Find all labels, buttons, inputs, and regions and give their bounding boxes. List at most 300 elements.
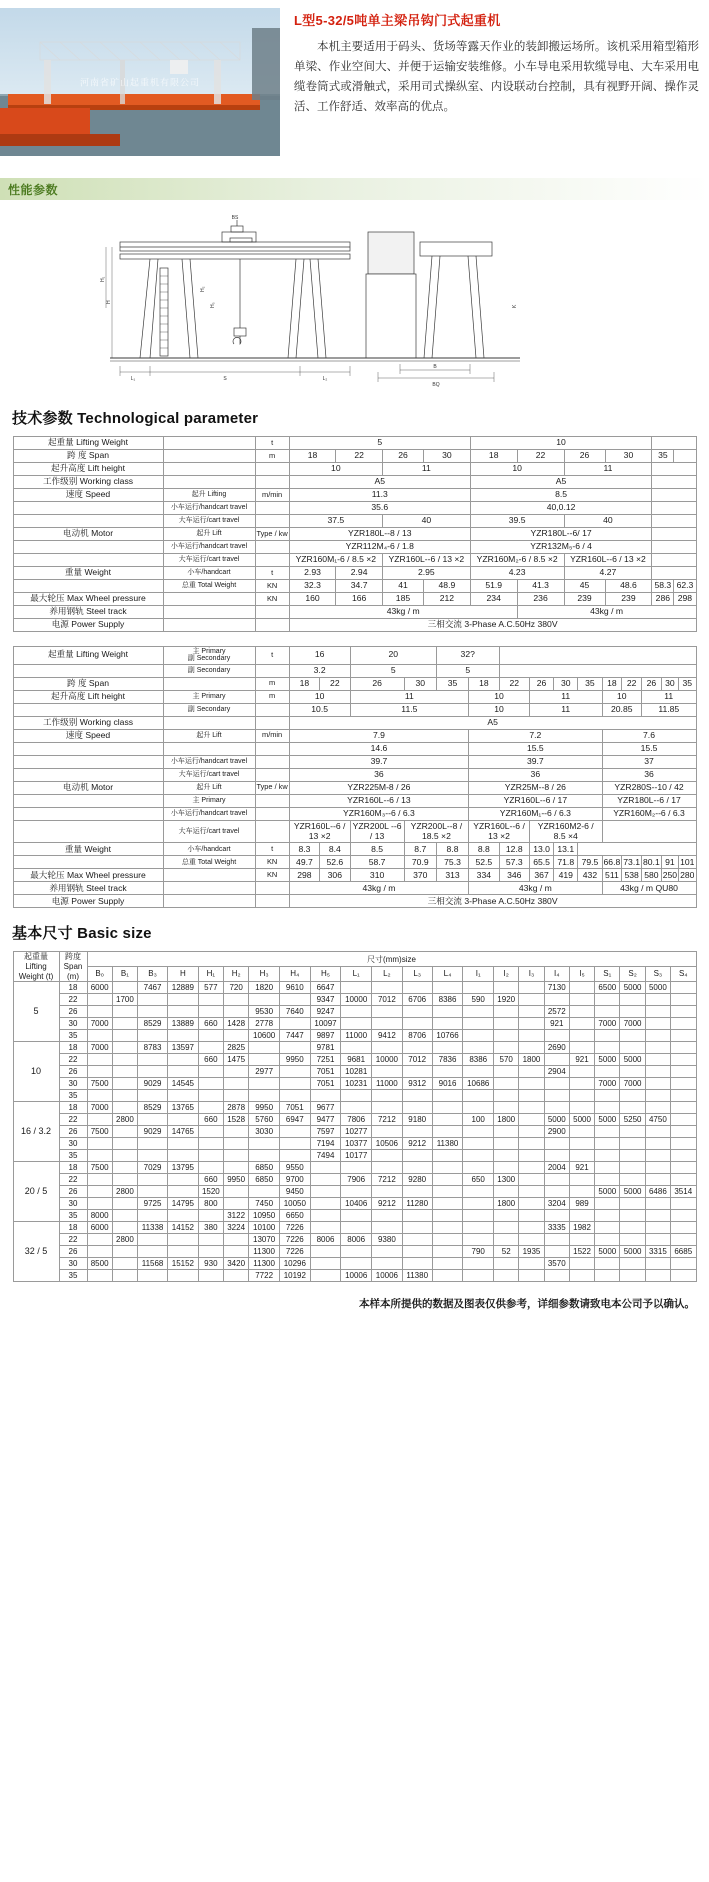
table-cell: 367 (529, 869, 553, 882)
table-cell (463, 1234, 494, 1246)
table-cell (432, 1174, 463, 1186)
table-cell (112, 1222, 137, 1234)
table-cell: 298 (674, 593, 696, 606)
table-cell: 49.7 (289, 856, 319, 869)
table-cell (645, 1126, 670, 1138)
col-header-I₄: I₄ (544, 967, 569, 982)
table-row (13, 869, 696, 882)
table-cell (645, 1210, 670, 1222)
table-cell (372, 1222, 403, 1234)
table-cell: 30 (661, 677, 678, 690)
row-unit: m/min (255, 489, 289, 502)
table-cell: YZR200L --6 / 13 (350, 820, 404, 843)
table-cell: 22 (499, 677, 529, 690)
table-cell: 5000 (595, 1054, 620, 1066)
table-cell: 239 (564, 593, 605, 606)
table-cell (341, 1102, 372, 1114)
table-cell: 166 (336, 593, 383, 606)
table-cell (645, 1030, 670, 1042)
table-row (13, 606, 696, 619)
table-cell (372, 982, 403, 994)
table-cell (168, 1006, 199, 1018)
table-row (13, 437, 696, 450)
table-row (13, 567, 696, 580)
row-unit: t (255, 843, 289, 856)
table-cell: 9725 (138, 1198, 168, 1210)
table-cell (569, 994, 594, 1006)
table-cell (432, 1222, 463, 1234)
table-cell: 8.8 (436, 843, 468, 856)
col-header-span: 跨度 Span (m) (59, 952, 87, 982)
table-cell: 101 (679, 856, 696, 869)
table-row (13, 882, 696, 895)
table-cell: 5000 (544, 1114, 569, 1126)
table-cell: 5760 (249, 1114, 280, 1126)
section-band-performance (0, 178, 709, 200)
table-cell (645, 1150, 670, 1162)
table-cell: 22 (320, 677, 350, 690)
table-cell (620, 1258, 645, 1270)
table-cell: 14545 (168, 1078, 199, 1090)
row-label-primary: 电动机 Motor (13, 781, 163, 794)
table-cell: 75.3 (436, 856, 468, 869)
row-label-secondary (163, 742, 255, 755)
table-cell (224, 1162, 249, 1174)
table-cell: 930 (198, 1258, 223, 1270)
table-cell (620, 1090, 645, 1102)
table-cell (198, 1066, 223, 1078)
table-cell: 2904 (544, 1066, 569, 1078)
table-cell: 380 (198, 1222, 223, 1234)
table-cell (569, 1126, 594, 1138)
table-cell (519, 1210, 544, 1222)
table-cell (198, 1006, 223, 1018)
table-cell: 70.9 (404, 856, 436, 869)
table-cell: 9212 (372, 1198, 403, 1210)
table-cell (112, 1162, 137, 1174)
table-cell (645, 1258, 670, 1270)
table-cell: 71.8 (554, 856, 578, 869)
table-cell (372, 1258, 403, 1270)
table-row (13, 1054, 696, 1066)
table-cell (463, 1018, 494, 1030)
row-label-secondary: 大车运行/cart travel (163, 820, 255, 843)
row-label-secondary: 主 Primary (163, 690, 255, 703)
table-cell: 250 (661, 869, 678, 882)
table-cell (544, 1078, 569, 1090)
cell-span: 26 (59, 1186, 87, 1198)
table-cell (671, 994, 696, 1006)
table-cell: 65.5 (529, 856, 553, 869)
technical-drawing (0, 208, 709, 390)
table-cell: 2800 (112, 1186, 137, 1198)
table-cell: 1428 (224, 1018, 249, 1030)
table-cell: 2800 (112, 1234, 137, 1246)
table-cell: 43kg / m (289, 606, 517, 619)
row-label-secondary: 副 Secondary (163, 703, 255, 716)
cell-span: 35 (59, 1150, 87, 1162)
row-label-secondary (163, 619, 255, 632)
table-cell (432, 1042, 463, 1054)
table-cell: 5000 (620, 1054, 645, 1066)
table-cell: 11380 (432, 1138, 463, 1150)
table-cell: 660 (198, 1174, 223, 1186)
row-label-secondary: 小车运行/handcart travel (163, 755, 255, 768)
table-cell (519, 1090, 544, 1102)
table-cell: 6706 (402, 994, 432, 1006)
cell-lifting-weight: 5 (13, 982, 59, 1042)
table-cell: 8.3 (289, 843, 319, 856)
table-cell (569, 1078, 594, 1090)
table-cell: 三相交流 3-Phase A.C.50Hz 380V (289, 895, 696, 908)
cell-span: 22 (59, 1234, 87, 1246)
cell-span: 22 (59, 1174, 87, 1186)
table-cell (112, 1054, 137, 1066)
table-cell (519, 1234, 544, 1246)
table-cell (432, 1234, 463, 1246)
table-cell: YZR160L--6 / 17 (469, 794, 602, 807)
table-cell (198, 1102, 223, 1114)
table-cell: 43kg / m (517, 606, 696, 619)
row-label-primary: 起重量 Lifting Weight (13, 647, 163, 665)
table-cell (87, 1030, 112, 1042)
table-cell: 9029 (138, 1126, 168, 1138)
table-row (13, 807, 696, 820)
table-cell: 58.7 (350, 856, 404, 869)
table-cell: 14.6 (289, 742, 468, 755)
table-row (13, 1018, 696, 1030)
row-label-secondary: 起升 Lifting (163, 489, 255, 502)
table-row (13, 895, 696, 908)
table-cell: 9280 (402, 1174, 432, 1186)
row-unit: t (255, 647, 289, 665)
table-cell: 7212 (372, 1114, 403, 1126)
table-cell: 432 (578, 869, 602, 882)
table-cell: 43kg / m QU80 (602, 882, 696, 895)
table-cell (402, 1210, 432, 1222)
cell-lifting-weight: 20 / 5 (13, 1162, 59, 1222)
table-cell: 11300 (249, 1258, 280, 1270)
table-cell (544, 1210, 569, 1222)
table-cell (671, 1270, 696, 1282)
table-cell (310, 1210, 341, 1222)
table-cell (112, 1066, 137, 1078)
table-cell (112, 1078, 137, 1090)
table-cell: 2878 (224, 1102, 249, 1114)
table-cell (519, 1198, 544, 1210)
table-cell (224, 1006, 249, 1018)
table-cell (569, 1138, 594, 1150)
table-cell: 79.5 (578, 856, 602, 869)
table-cell: 11000 (341, 1030, 372, 1042)
table-cell (112, 982, 137, 994)
footer-note: 本样本所提供的数据及图表仅供参考，详细参数请致电本公司予以确认。 (359, 1298, 695, 1311)
table-cell (168, 1066, 199, 1078)
table-cell (519, 1186, 544, 1198)
row-unit: m (255, 677, 289, 690)
table-cell (198, 1150, 223, 1162)
table-cell: 48.9 (424, 580, 471, 593)
table-row (13, 781, 696, 794)
table-cell (671, 1042, 696, 1054)
table-cell (224, 1126, 249, 1138)
table-cell (544, 994, 569, 1006)
table-cell (463, 1210, 494, 1222)
table-cell (620, 1222, 645, 1234)
table-row (13, 1042, 696, 1054)
table-cell: 14152 (168, 1222, 199, 1234)
table-cell (310, 1246, 341, 1258)
table-cell (499, 664, 696, 677)
table-cell (224, 1030, 249, 1042)
table-cell: 36 (602, 768, 696, 781)
table-cell: 11380 (402, 1270, 432, 1282)
cell-span: 18 (59, 1162, 87, 1174)
col-header-I₅: I₅ (569, 967, 594, 982)
table-cell: 43kg / m (469, 882, 602, 895)
table-cell: 298 (289, 869, 319, 882)
svg-text:H₂: H₂ (200, 286, 206, 292)
table-row (13, 856, 696, 869)
table-cell (671, 1090, 696, 1102)
table-cell: 40,0.12 (470, 502, 652, 515)
table-cell: 4750 (645, 1114, 670, 1126)
table-cell (402, 1042, 432, 1054)
table-cell (652, 476, 696, 489)
table-cell: 9950 (249, 1102, 280, 1114)
table-cell: 91 (661, 856, 678, 869)
size-heading: 基本尺寸 Basic size (12, 925, 152, 943)
table-cell: 37.5 (289, 515, 382, 528)
table-cell (544, 1186, 569, 1198)
table-cell: 577 (198, 982, 223, 994)
table-cell (620, 1042, 645, 1054)
row-unit (255, 882, 289, 895)
table-cell: 6000 (87, 982, 112, 994)
table-cell (310, 1174, 341, 1186)
table-cell: 2778 (249, 1018, 280, 1030)
table-cell: 7000 (87, 1102, 112, 1114)
table-cell: 6000 (87, 1222, 112, 1234)
table-cell (372, 1090, 403, 1102)
table-cell (494, 1030, 519, 1042)
intro-block (280, 8, 699, 118)
table-row (13, 1270, 696, 1282)
table-cell (112, 1198, 137, 1210)
row-unit: KN (255, 856, 289, 869)
table-cell (249, 994, 280, 1006)
table-cell: 10277 (341, 1126, 372, 1138)
table-cell (544, 1246, 569, 1258)
cell-span: 26 (59, 1126, 87, 1138)
row-label-secondary (163, 716, 255, 729)
table-cell (519, 1114, 544, 1126)
table-row (13, 1162, 696, 1174)
table-cell (402, 982, 432, 994)
table-cell (463, 1102, 494, 1114)
table-cell (168, 1114, 199, 1126)
table-cell: 100 (463, 1114, 494, 1126)
table-cell: 62.3 (674, 580, 696, 593)
table-cell: 2900 (544, 1126, 569, 1138)
table-cell (671, 1198, 696, 1210)
tech-table-1 (13, 436, 697, 632)
table-cell: YZR160L--6 / 13 (289, 794, 468, 807)
row-label-secondary (163, 450, 255, 463)
table-cell (595, 1042, 620, 1054)
table-cell (671, 1222, 696, 1234)
table-cell (519, 1174, 544, 1186)
cell-span: 30 (59, 1138, 87, 1150)
table-cell (341, 1162, 372, 1174)
table-cell (463, 1222, 494, 1234)
table-cell: 2572 (544, 1006, 569, 1018)
table-cell (112, 1126, 137, 1138)
table-cell: 370 (404, 869, 436, 882)
table-cell: 660 (198, 1018, 223, 1030)
table-cell (519, 1030, 544, 1042)
table-cell: 6650 (279, 1210, 310, 1222)
table-cell (402, 1090, 432, 1102)
table-cell: 10100 (249, 1222, 280, 1234)
table-cell (595, 1210, 620, 1222)
table-cell: 52 (494, 1246, 519, 1258)
table-cell (249, 1090, 280, 1102)
table-cell (402, 1102, 432, 1114)
table-cell (595, 1030, 620, 1042)
row-label-secondary: 小车运行/handcart travel (163, 541, 255, 554)
table-cell (198, 1090, 223, 1102)
table-cell: 5000 (620, 1246, 645, 1258)
col-header-B₀: B₀ (87, 967, 112, 982)
table-cell (519, 1270, 544, 1282)
table-cell: 5 (436, 664, 499, 677)
table-cell: 15.5 (602, 742, 696, 755)
table-cell: A5 (470, 476, 652, 489)
table-cell: 4.27 (564, 567, 652, 580)
table-cell (569, 1210, 594, 1222)
table-cell: 8783 (138, 1042, 168, 1054)
cell-span: 22 (59, 1054, 87, 1066)
cell-span: 35 (59, 1210, 87, 1222)
table-cell: 9530 (249, 1006, 280, 1018)
table-cell: 10 (289, 463, 382, 476)
table-cell (168, 1138, 199, 1150)
table-cell: 7500 (87, 1078, 112, 1090)
table-cell: 8529 (138, 1102, 168, 1114)
cell-span: 35 (59, 1030, 87, 1042)
table-cell: 11 (564, 463, 652, 476)
table-cell: 7051 (310, 1078, 341, 1090)
table-cell: 2.93 (289, 567, 336, 580)
table-cell: 8.8 (469, 843, 499, 856)
col-header-H₅: H₅ (310, 967, 341, 982)
table-cell (87, 1270, 112, 1282)
row-label-secondary: 小车/handcart (163, 567, 255, 580)
svg-text:L₂: L₂ (322, 376, 328, 382)
table-row (13, 820, 696, 843)
table-cell (645, 1066, 670, 1078)
table-cell (112, 1270, 137, 1282)
table-cell (279, 1150, 310, 1162)
cell-span: 35 (59, 1090, 87, 1102)
table-cell (279, 1138, 310, 1150)
table-row (13, 515, 696, 528)
table-cell: 538 (622, 869, 642, 882)
table-cell: 40 (564, 515, 652, 528)
table-cell: 45 (564, 580, 605, 593)
row-label-primary (13, 703, 163, 716)
table-cell (168, 1234, 199, 1246)
table-cell: 20.85 (602, 703, 641, 716)
table-cell (569, 1234, 594, 1246)
table-cell (595, 1126, 620, 1138)
row-label-secondary (163, 606, 255, 619)
table-cell (595, 1006, 620, 1018)
col-header-I₁: I₁ (463, 967, 494, 982)
table-cell: 35 (578, 677, 602, 690)
table-cell: 14795 (168, 1198, 199, 1210)
table-cell (341, 1186, 372, 1198)
table-cell (310, 1222, 341, 1234)
table-cell (432, 1150, 463, 1162)
table-cell: 5250 (620, 1114, 645, 1126)
table-cell (87, 1198, 112, 1210)
table-cell: 9312 (402, 1078, 432, 1090)
table-cell: 40 (382, 515, 470, 528)
table-cell: 7130 (544, 982, 569, 994)
row-label-primary (13, 502, 163, 515)
table-cell (372, 1150, 403, 1162)
table-cell: 7212 (372, 1174, 403, 1186)
table-cell: 800 (198, 1198, 223, 1210)
table-cell: 3570 (544, 1258, 569, 1270)
svg-text:K: K (512, 304, 518, 308)
row-label-primary (13, 820, 163, 843)
table-cell: 9016 (432, 1078, 463, 1090)
table-cell (519, 1066, 544, 1078)
table-cell: YZR160M₁-6 / 8.5 ×2 (289, 554, 382, 567)
table-cell: 10 (469, 690, 530, 703)
table-cell (519, 1222, 544, 1234)
table-cell: 2825 (224, 1042, 249, 1054)
table-cell (402, 1162, 432, 1174)
table-cell (620, 1138, 645, 1150)
table-cell: 10406 (341, 1198, 372, 1210)
table-cell: 8529 (138, 1018, 168, 1030)
row-unit (255, 476, 289, 489)
col-header-L₄: L₄ (432, 967, 463, 982)
table-cell: 1920 (494, 994, 519, 1006)
table-cell (372, 1066, 403, 1078)
table-cell (138, 1006, 168, 1018)
table-cell: YZR200L--8 / 18.5 ×2 (404, 820, 468, 843)
table-cell (671, 1138, 696, 1150)
table-cell: YZR160L--6 / 13 ×2 (289, 820, 350, 843)
table-cell: 7447 (279, 1030, 310, 1042)
table-cell (249, 1150, 280, 1162)
table-row (13, 716, 696, 729)
table-cell: 22 (622, 677, 642, 690)
table-cell: 51.9 (470, 580, 517, 593)
table-cell (494, 1234, 519, 1246)
cell-span: 18 (59, 982, 87, 994)
table-cell: 20 (350, 647, 436, 665)
table-cell (645, 1006, 670, 1018)
table-cell: 10377 (341, 1138, 372, 1150)
row-unit: m/min (255, 729, 289, 742)
row-label-primary: 工作级别 Working class (13, 716, 163, 729)
